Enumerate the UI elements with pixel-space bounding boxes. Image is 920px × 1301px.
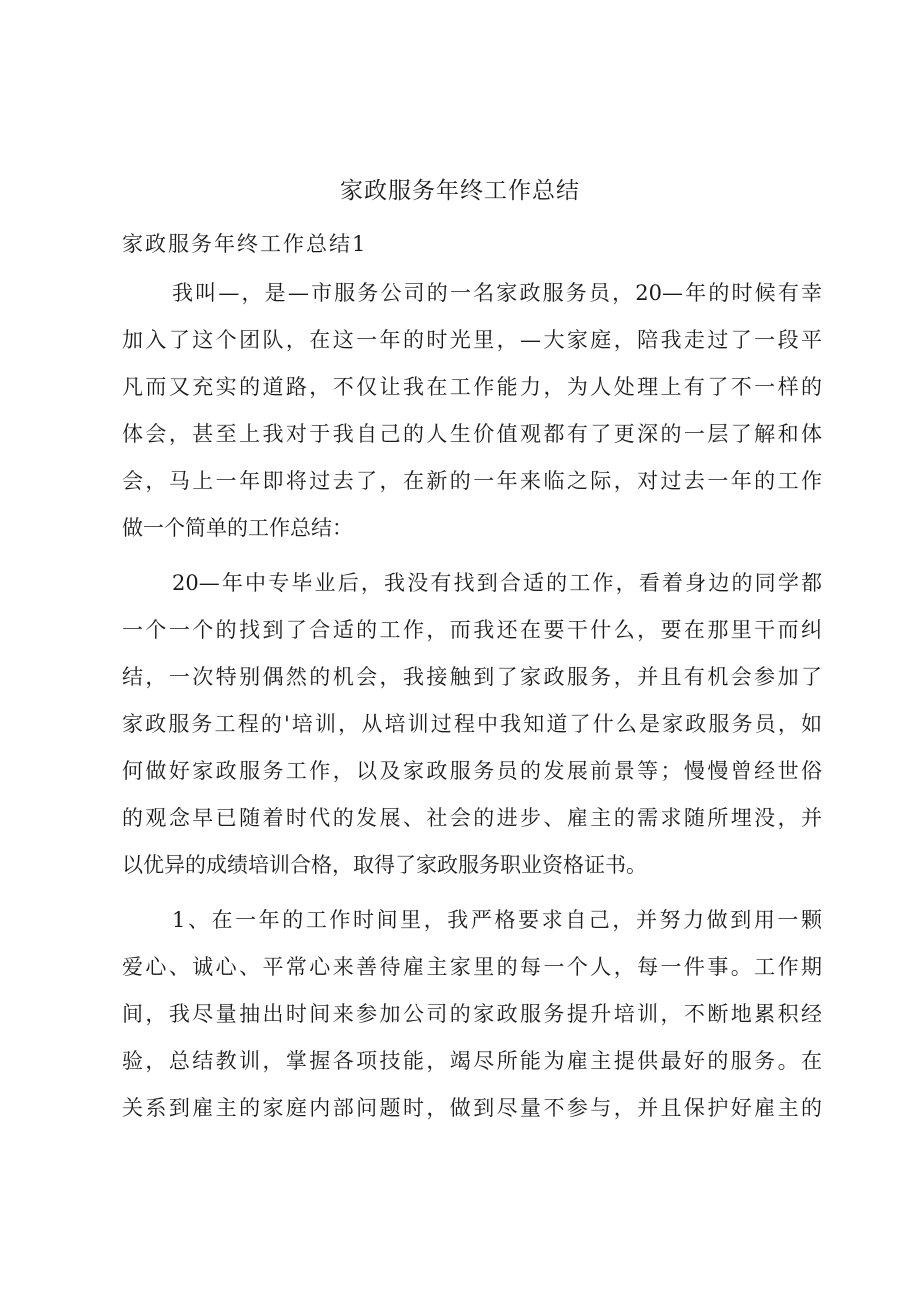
text-line: 爱心、诚心、平常心来善待雇主家里的每一个人，每一件事。工作期	[122, 955, 822, 979]
text-line: 做一个简单的工作总结：	[122, 516, 353, 540]
paragraph-1	[122, 276, 822, 558]
text-line: 凡而又充实的道路，不仅让我在工作能力，为人处理上有了不一样的	[122, 375, 822, 399]
text-line: 1、在一年的工作时间里，我严格要求自己，并努力做到用一颗	[172, 908, 822, 932]
text-line: 以优异的成绩培训合格，取得了家政服务职业资格证书。	[122, 853, 647, 877]
paragraph-2	[122, 566, 822, 895]
text-line: 加入了这个团队，在这一年的时光里，—大家庭，陪我走过了一段平	[122, 328, 822, 352]
document-body	[122, 276, 822, 1138]
section-heading: 家政服务年终工作总结1	[122, 232, 368, 256]
text-line: 家政服务工程的'培训，从培训过程中我知道了什么是家政服务员，如	[122, 712, 822, 736]
text-line: 结，一次特别偶然的机会，我接触到了家政服务，并且有机会参加了	[122, 665, 822, 689]
document-title: 家政服务年终工作总结	[340, 178, 580, 204]
text-line: 间，我尽量抽出时间来参加公司的家政服务提升培训，不断地累积经	[122, 1002, 822, 1026]
text-line: 体会，甚至上我对于我自己的人生价值观都有了更深的一层了解和体	[122, 422, 822, 446]
text-line: 关系到雇主的家庭内部问题时，做到尽量不参与，并且保护好雇主的	[122, 1096, 822, 1120]
text-line: 的观念早已随着时代的发展、社会的进步、雇主的需求随所埋没，并	[122, 806, 822, 830]
text-line: 会，马上一年即将过去了，在新的一年来临之际，对过去一年的工作	[122, 469, 822, 493]
text-line: 我叫—，是—市服务公司的一名家政服务员，20—年的时候有幸	[172, 281, 822, 305]
text-line: 验，总结教训，掌握各项技能，竭尽所能为雇主提供最好的服务。在	[122, 1049, 822, 1073]
text-line: 何做好家政服务工作，以及家政服务员的发展前景等；慢慢曾经世俗	[122, 759, 822, 783]
text-line: 20—年中专毕业后，我没有找到合适的工作，看着身边的同学都	[172, 571, 822, 595]
paragraph-3	[122, 903, 822, 1138]
text-line: 一个一个的找到了合适的工作，而我还在要干什么，要在那里干而纠	[122, 618, 822, 642]
